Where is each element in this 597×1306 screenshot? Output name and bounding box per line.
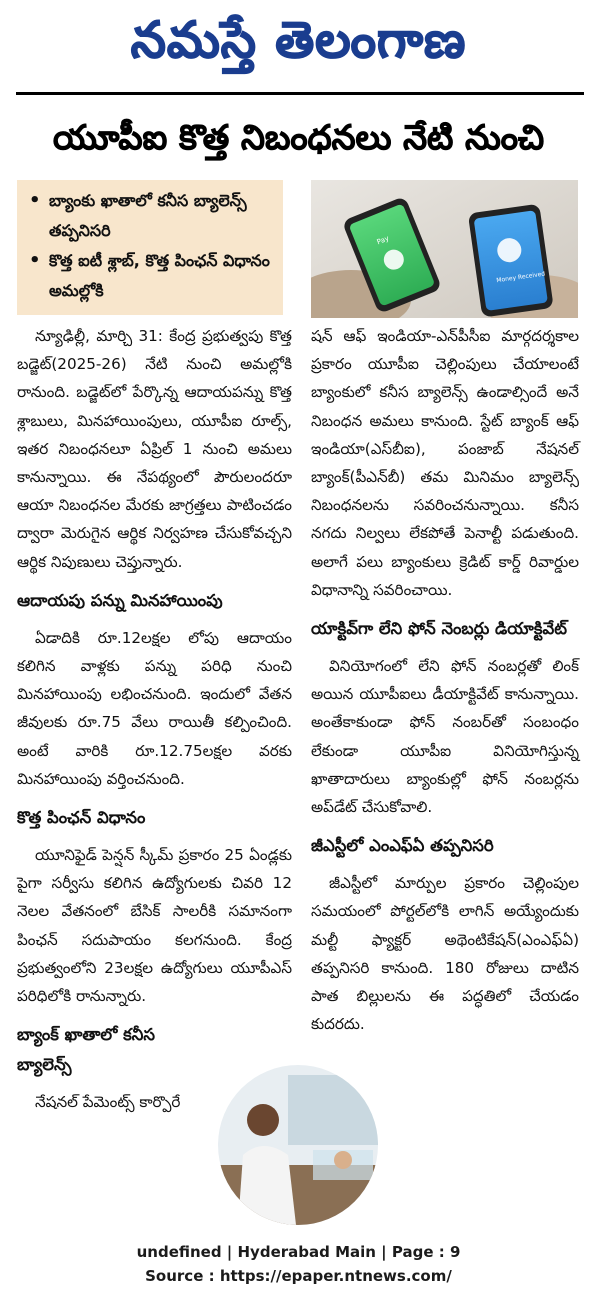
highlight-item — [29, 186, 277, 246]
paragraph-gst-mfa: జీఎస్టీలో మార్పుల ప్రకారం చెల్లింపుల సమయంలో పోర్టల్‌లోకి లాగిన్ అయ్యేందుకు మల్టీ ఫ్యాక్టర్ అథెంటికేషన్(ఎంఎఫ్ఏ) తప్పనిసరి కానుంది. 180 రోజులు దాటిన పాత బిల్లులను ఈ పద్ధతిలో చేయడం కుదరదు. — [311, 874, 579, 1034]
subheading-deactivate: యాక్టివ్‌గా లేని ఫోన్ నెంబర్లు డియాక్టివేట్ — [311, 619, 567, 639]
subheading-pension: కొత్త పింఛన్ విధానం — [17, 808, 146, 828]
masthead — [0, 0, 597, 86]
edition-info: undefined | Hyderabad Main | Page : 9 — [136, 1243, 461, 1261]
subheading-gst-mfa: జీఎస్టీలో ఎంఎఫ్ఏ తప్పనిసరి — [311, 836, 494, 856]
paragraph-deactivate: వినియోగంలో లేని ఫోన్ నంబర్లతో లింక్ అయిన యూపీఐలు డీయాక్టివేట్ కానున్నాయి. అంతేకాకుండా ఫోన్ నంబర్‌తో సంబంధం లేకుండా యూపీఐ వినియోగిస్తున్న ఖాతాదారులు బ్యాంకుల్లో ఫోన్ నంబర్లను అప్‌డేట్ చేసుకోవాలి. — [311, 657, 579, 817]
highlight-text: కొత్త ఐటీ శ్లాబ్, కొత్త పింఛన్ విధానం అమల్లోకి — [49, 251, 270, 300]
article-intro: న్యూఢిల్లీ, మార్చి 31: కేంద్ర ప్రభుత్వపు కొత్త బడ్జెట్(2025-26) నేటి నుంచి అమల్లోకి రానుంది. బడ్జెట్‌లో పేర్కొన్న ఆదాయపన్ను కొత్త శ్లాబులు, మినహాయింపులు, యూపీఐ రూల్స్, ఇతర నిబంధనలూ ఏప్రిల్ 1 నుంచి అమలు కానున్నాయి. ఈ నేపథ్యంలో పౌరులందరూ ఆయా నిబంధనల మేరకు జాగ్రత్తలు పాటించడం ద్వారా మెరుగైన ఆర్థిక నిర్వహణ చేసుకోవచ్చని ఆర్థిక నిపుణులు చెప్తున్నారు. — [17, 327, 292, 571]
article-right-column — [311, 322, 579, 1038]
headline: యూపీఐ కొత్త నిబంధనలు నేటి నుంచి — [52, 118, 545, 158]
phones-illustration — [311, 180, 578, 318]
highlight-item — [29, 246, 277, 306]
bank-counter-photo — [218, 1065, 378, 1225]
paragraph-income-tax: ఏడాదికి రూ.12లక్షల లోపు ఆదాయం కలిగిన వాళ్లకు పన్ను పరిధి నుంచి మినహాయింపు లభించనుంది. ఇందులో వేతన జీవులకు రూ.75 వేలు రాయితీ కల్పించింది. అంటే వారికి రూ.12.75లక్షల వరకు మినహాయింపు వర్తించనుంది. — [17, 628, 292, 788]
masthead-rule — [16, 92, 584, 95]
bank-customer-illustration — [218, 1065, 378, 1225]
page-footer — [0, 1240, 597, 1288]
bullet-icon: • — [29, 190, 41, 211]
article-left-column — [17, 322, 292, 1116]
paragraph-min-balance-cont: షన్ ఆఫ్ ఇండియా-ఎన్‌పీసీఐ మార్గదర్శకాల ప్రకారం యూపీఐ చెల్లింపులు చేయాలంటే బ్యాంకులో కనీస బ్యాలెన్స్ ఉండాల్సిందే అనే నిబంధన అమలు కానుంది. స్టేట్ బ్యాంక్ ఆఫ్ ఇండియా(ఎస్‌బీఐ), పంజాబ్ నేషనల్ బ్యాంక్(పీఎన్‌బీ) తమ మినిమం బ్యాలెన్స్ నిబంధనలను సవరించనున్నాయి. కనీస నగదు నిల్వలు లేకపోతే పెనాల్టీ పడుతుంది. అలాగే పలు బ్యాంకులు క్రెడిట్ కార్డ్ రివార్డుల విధానాన్ని సవరించాయి. — [311, 327, 579, 599]
paragraph-min-balance-start: నేషనల్ పేమెంట్స్ కార్పొరే — [35, 1093, 181, 1112]
highlights-box — [17, 180, 283, 315]
source-link[interactable]: Source : https://epaper.ntnews.com/ — [145, 1267, 452, 1285]
pay-label: Pay — [375, 234, 391, 247]
subheading-min-balance: బ్యాంక్ ఖాతాలో కనీస బ్యాలెన్స్ — [17, 1025, 155, 1075]
highlight-text: బ్యాంకు ఖాతాలో కనీస బ్యాలెన్స్ తప్పనిసరి — [49, 191, 247, 240]
newspaper-logo: నమస్తే తెలంగాణ — [130, 11, 467, 69]
upi-payment-photo — [311, 180, 578, 318]
paragraph-pension: యూనిఫైడ్ పెన్షన్ స్కీమ్ ప్రకారం 25 ఏండ్లకు పైగా సర్వీసు కలిగిన ఉద్యోగులకు చివరి 12 నెలల వేతనంలో బేసిక్ సాలరీకి సమానంగా పింఛన్ సదుపాయం కలగనుంది. కేంద్ర ప్రభుత్వంలోని 23లక్షల ఉద్యోగులు యూపీఎస్ పరిధిలోకి రానున్నారు. — [17, 846, 292, 1006]
bullet-icon: • — [29, 250, 41, 271]
money-received-label: Money Received — [495, 270, 546, 285]
subheading-income-tax: ఆదాయపు పన్ను మినహాయింపు — [17, 590, 223, 610]
